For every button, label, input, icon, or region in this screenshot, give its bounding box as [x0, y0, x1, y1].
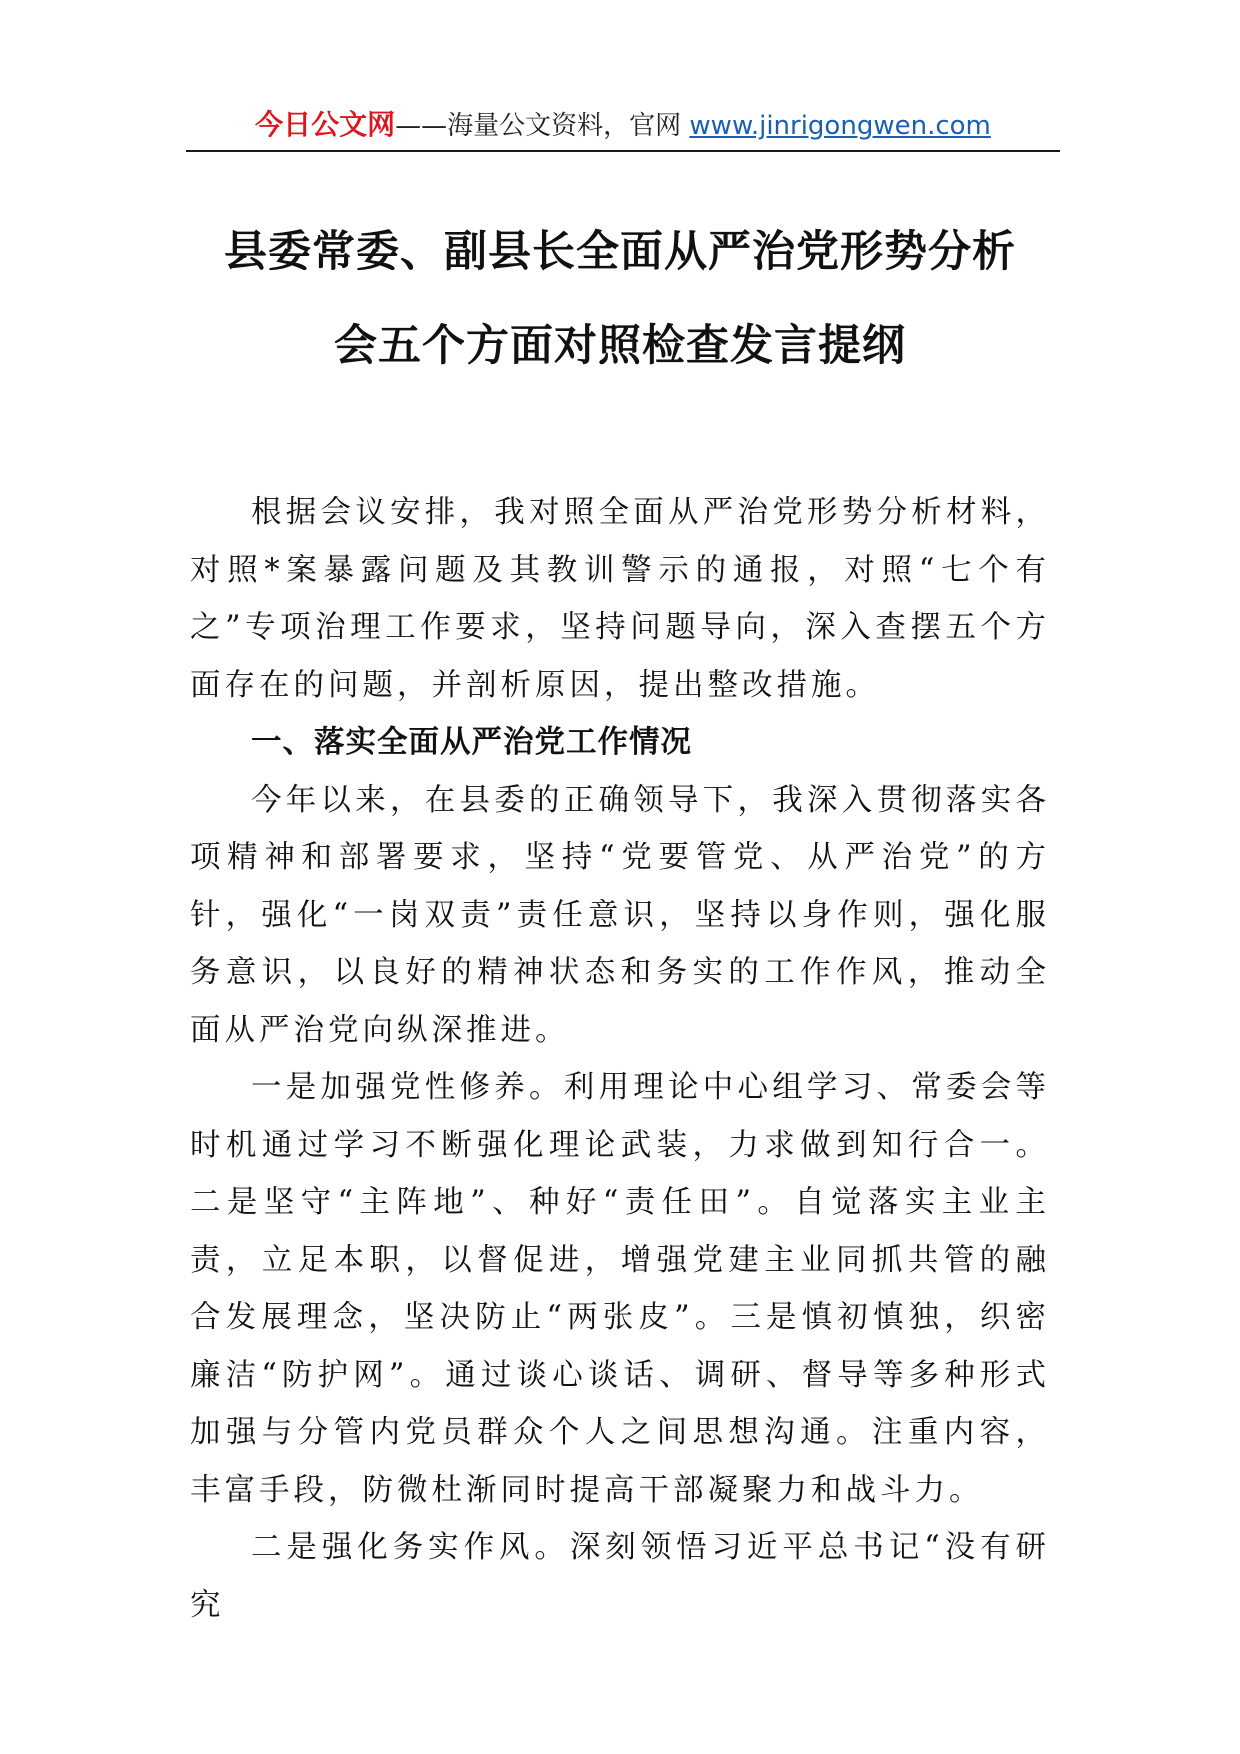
section-heading-1: 一、落实全面从严治党工作情况 — [251, 725, 692, 760]
header-description: 海量公文资料，官网 — [447, 111, 690, 141]
body-paragraph: 一是加强党性修养。利用理论中心组学习、常委会等时机通过学习不断强化理论武装，力求做到知行合一。二是坚守“主阵地”、种好“责任田”。自觉落实主业主责，立足本职，以督促进，增强党建主业同抓共管的融合发展理念，坚决防止“两张皮”。三是慎初慎独，织密廉洁“防护网”。通过谈心谈话、调研、督导等多种形式加强与分管内党员群众个人之间思想沟通。注重内容，丰富手段，防微杜渐同时提高干部凝聚力和战斗力。 — [190, 1070, 1050, 1508]
site-brand: 今日公文网 — [255, 108, 396, 141]
body-paragraph: 今年以来，在县委的正确领导下，我深入贯彻落实各项精神和部署要求，坚持“党要管党、从严治党”的方针，强化“一岗双责”责任意识，坚持以身作则，强化服务意识，以良好的精神状态和务实的工作作风，推动全面从严治党向纵深推进。 — [190, 782, 1050, 1048]
header-separator: —— — [395, 111, 448, 141]
body-paragraph: 二是强化务实作风。深刻领悟习近平总书记“没有研究 — [190, 1530, 1050, 1623]
site-url-link[interactable]: www.jinrigongwen.com — [689, 111, 991, 141]
intro-paragraph: 根据会议安排，我对照全面从严治党形势分析材料，对照*案暴露问题及其教训警示的通报，对照“七个有之”专项治理工作要求，坚持问题导向，深入查摆五个方面存在的问题，并剖析原因，提出整改措施。 — [190, 495, 1050, 703]
document-title — [160, 205, 1080, 393]
document-body — [190, 484, 1050, 1634]
title-line-2: 会五个方面对照检查发言提纲 — [334, 321, 906, 371]
site-header — [186, 100, 1060, 152]
title-line-1: 县委常委、副县长全面从严治党形势分析 — [224, 227, 1016, 277]
